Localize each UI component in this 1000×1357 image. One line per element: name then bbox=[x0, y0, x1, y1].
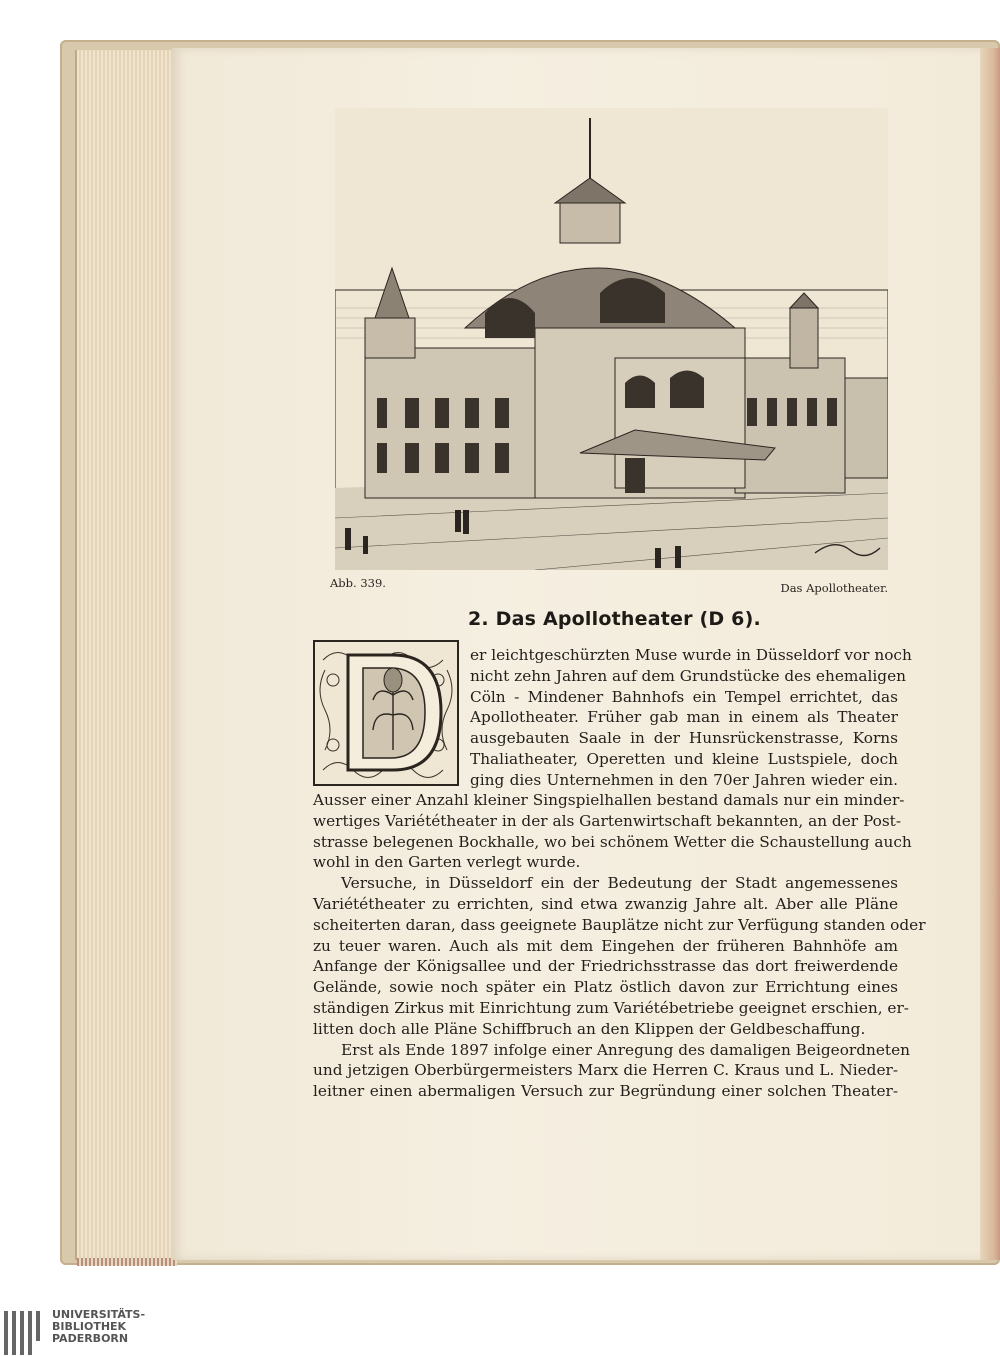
paragraph-1-beside-initial bbox=[470, 645, 912, 791]
text-line: zu teuer waren. Auch als mit dem Eingehen der früheren Bahnhöfe am bbox=[313, 936, 898, 955]
library-name-line: UNIVERSITÄTS- bbox=[52, 1308, 146, 1321]
text-line: Cöln - Mindener Bahnhofs ein Tempel errichtet, das bbox=[470, 687, 898, 706]
text-line: ständigen Zirkus mit Einrichtung zum Variétébetriebe geeignet erschien, er- bbox=[313, 998, 909, 1017]
text-line: ging dies Unternehmen in den 70er Jahren wieder ein. bbox=[470, 770, 898, 789]
text-line: Versuche, in Düsseldorf ein der Bedeutung der Stadt angemessenes bbox=[341, 874, 898, 893]
text-line: wohl in den Garten verlegt wurde. bbox=[313, 853, 581, 872]
text-line: leitner einen abermaligen Versuch zur Begründung einer solchen Theater- bbox=[313, 1082, 898, 1101]
text-line: er leichtgeschürzten Muse wurde in Düsseldorf vor noch bbox=[470, 646, 912, 664]
page-edges bbox=[75, 50, 177, 1260]
library-logo-icon bbox=[4, 1309, 44, 1357]
text-line: Anfange der Königsallee und der Friedrichsstrasse das dort freiwerdende bbox=[313, 957, 898, 976]
text-line: Gelände, sowie noch später ein Platz östlich davon zur Errichtung eines bbox=[313, 978, 898, 997]
theater-illustration bbox=[335, 108, 888, 570]
body-text bbox=[313, 790, 926, 1102]
library-name-line: BIBLIOTHEK bbox=[52, 1320, 127, 1333]
text-line: Thaliatheater, Operetten und kleine Lustspiele, doch bbox=[470, 749, 898, 768]
text-line: Apollotheater. Früher gab man in einem als Theater bbox=[470, 708, 898, 727]
text-line: und jetzigen Oberbürgermeisters Marx die Herren C. Kraus und L. Nieder- bbox=[313, 1061, 898, 1080]
figure-caption: Das Apollotheater. bbox=[780, 581, 888, 595]
page-right-edge bbox=[980, 48, 1000, 1260]
text-line: ausgebauten Saale in der Hunsrückenstrasse, Korns bbox=[470, 729, 898, 748]
library-name-line: PADERBORN bbox=[52, 1332, 129, 1345]
library-footer bbox=[0, 1305, 1000, 1357]
text-line: scheiterten daran, dass geeignete Bauplätze nicht zur Verfügung standen oder bbox=[313, 915, 926, 934]
text-line: wertiges Variététheater in der als Gartenwirtschaft bekannten, an der Post- bbox=[313, 811, 901, 830]
text-line: strasse belegenen Bockhalle, wo bei schönem Wetter die Schaustellung auch bbox=[313, 832, 912, 851]
figure-number: Abb. 339. bbox=[330, 576, 386, 590]
text-line: Ausser einer Anzahl kleiner Singspielhallen bestand damals nur ein minder- bbox=[313, 791, 905, 809]
text-line: nicht zehn Jahren auf dem Grundstücke des ehemaligen bbox=[470, 666, 906, 685]
text-line: Erst als Ende 1897 infolge einer Anregung des damaligen Beigeordneten bbox=[341, 1040, 910, 1059]
library-name bbox=[52, 1309, 145, 1345]
text-line: Variététheater zu errichten, sind etwa zwanzig Jahre alt. Aber alle Pläne bbox=[313, 894, 898, 913]
text-line: litten doch alle Pläne Schiffbruch an den Klippen der Geldbeschaffung. bbox=[313, 1019, 866, 1038]
decorated-initial-d bbox=[313, 640, 459, 786]
section-heading: 2. Das Apollotheater (D 6). bbox=[468, 608, 761, 630]
